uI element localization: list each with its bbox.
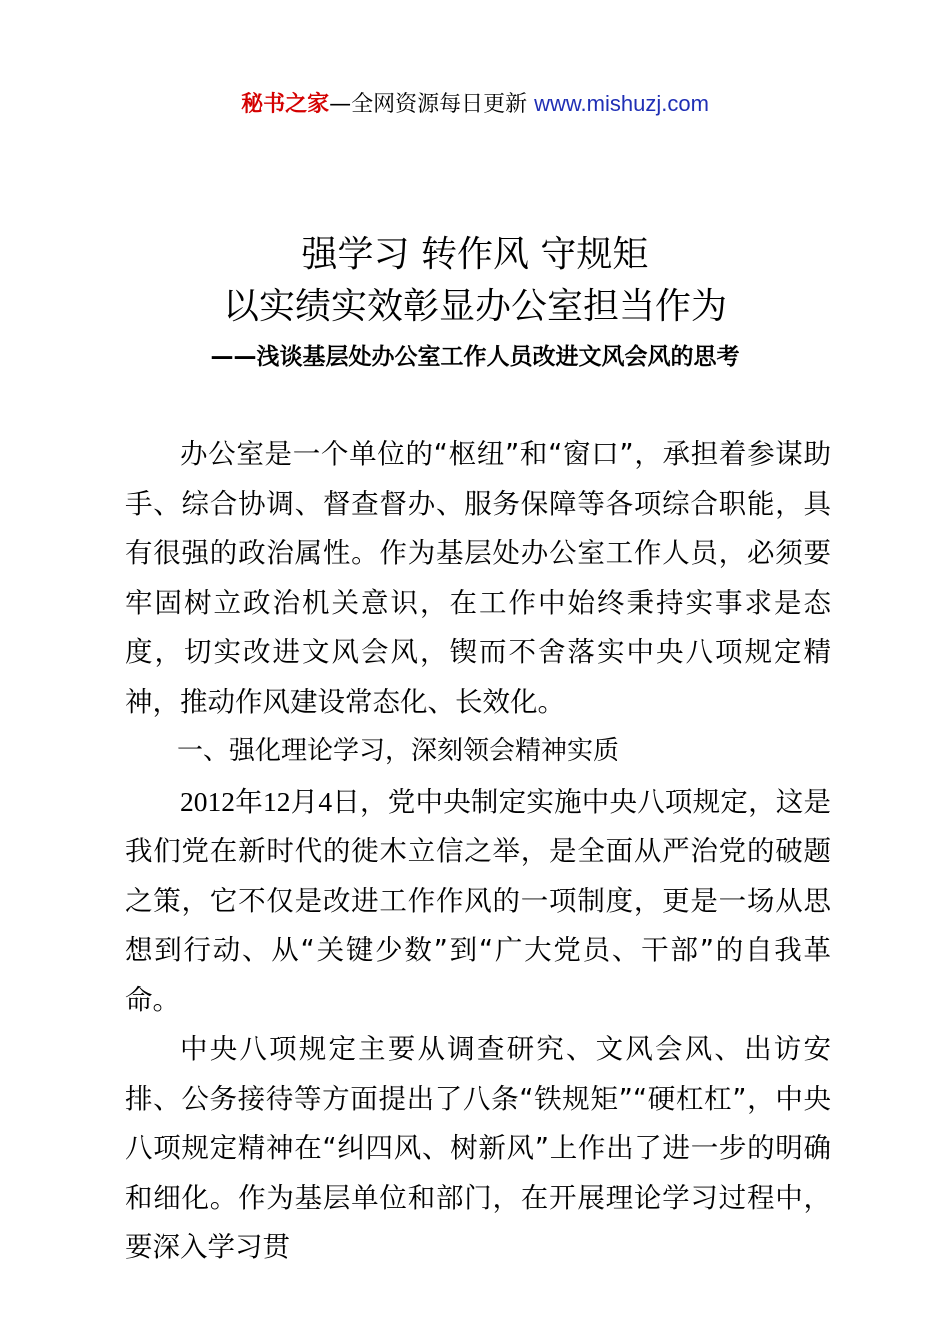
year-unit: 年 [235,785,263,818]
year-number: 2012 [180,785,235,817]
site-url-link[interactable]: www.mishuzj.com [534,91,709,116]
paragraph-rules: 中央八项规定主要从调查研究、文风会风、出访安排、公务接待等方面提出了八条“铁规矩”“硬杠杠”，中央八项规定精神在“纠四风、树新风”上作出了进一步的明确和细化。作为基层单位和部门，在开展理论学习过程中，要深入学习贯 [125,1033,831,1263]
month-unit: 月 [290,785,319,818]
paragraph-intro: 办公室是一个单位的“枢纽”和“窗口”，承担着参谋助手、综合协调、督查督办、服务保障等各项综合职能，具有很强的政治属性。作为基层处办公室工作人员，必须要牢固树立政治机关意识，在工作中始终秉持实事求是态度，切实改进文风会风，锲而不舍落实中央八项规定精神，推动作风建设常态化、长效化。 [125,438,831,718]
paragraph-history [125,777,831,1026]
site-tagline: —全网资源每日更新 [329,92,535,117]
article-body [125,430,831,1273]
site-brand: 秘书之家 [241,92,330,117]
title-line-1: 强学习 转作风 守规矩 [301,234,649,275]
site-header [0,88,950,121]
title-line-2: 以实绩实效彰显办公室担当作为 [222,286,727,327]
paragraph-history-text: 日，党中央制定实施中央八项规定，这是我们党在新时代的徙木立信之举，是全面从严治党的破题之策，它不仅是改进工作作风的一项制度，更是一场从思想到行动、从“关键少数”到“广大党员、干部”的自我革命。 [125,785,832,1016]
month-number: 12 [262,785,291,817]
subtitle: ——浅谈基层处办公室工作人员改进文风会风的思考 [210,344,740,370]
section-heading-1: 一、强化理论学习，深刻领会精神实质 [177,736,620,766]
day-number: 4 [318,785,333,817]
